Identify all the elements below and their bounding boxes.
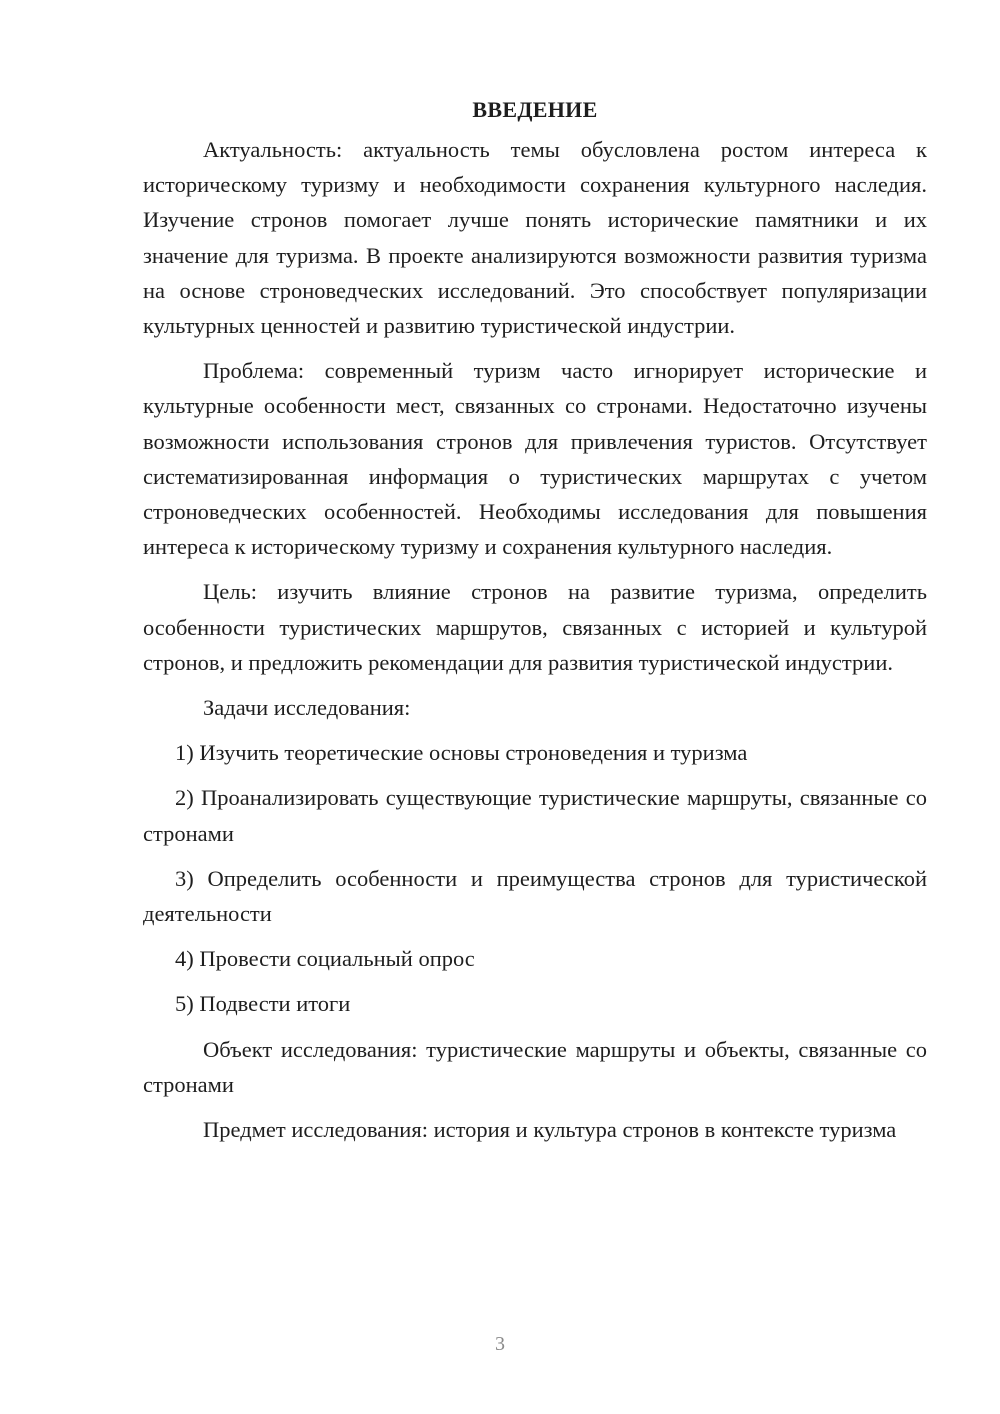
page-number: 3: [495, 1333, 505, 1355]
task-item-1: 1) Изучить теоретические основы строноведения и туризма: [175, 740, 748, 766]
tasks-title: Задачи исследования:: [203, 695, 411, 721]
task-item-2: 2) Проанализировать существующие туристические маршруты, связанные со стронами: [143, 785, 927, 846]
subject-paragraph: Предмет исследования: история и культура стронов в контексте туризма: [203, 1117, 897, 1143]
task-item-4: 4) Провести социальный опрос: [175, 946, 475, 972]
problem-paragraph: Проблема: современный туризм часто игнорирует исторические и культурные особенности мест, связанных со стронами. Недостаточно изучены возможности использования стронов для привлечения туристов. Отсутствует систематизированная информация о туристических маршрутах с учетом строноведческих особенностей. Необходимы исследования для повышения интереса к историческому туризму и сохранения культурного наследия.: [143, 358, 927, 560]
task-item-3: 3) Определить особенности и преимущества стронов для туристической деятельности: [143, 865, 927, 927]
task-item-5: 5) Подвести итоги: [175, 991, 351, 1017]
page-content: [143, 92, 927, 1157]
goal-paragraph: Цель: изучить влияние стронов на развитие туризма, определить особенности туристических маршрутов, связанных с историей и культурой стронов, и предложить рекомендации для развития туристической индустрии.: [143, 579, 927, 675]
object-paragraph: Объект исследования: туристические маршруты и объекты, связанные со стронами: [143, 1036, 927, 1097]
page-title: ВВЕДЕНИЕ: [472, 97, 598, 122]
relevance-paragraph: Актуальность: актуальность темы обусловлена ростом интереса к историческому туризму и необходимости сохранения культурного наследия. Изучение стронов помогает лучше понять исторические памятники и их значение для туризма. В проекте анализируются возможности развития туризма на основе строноведческих исследований. Это способствует популяризации культурных ценностей и развитию туристической индустрии.: [143, 137, 927, 339]
